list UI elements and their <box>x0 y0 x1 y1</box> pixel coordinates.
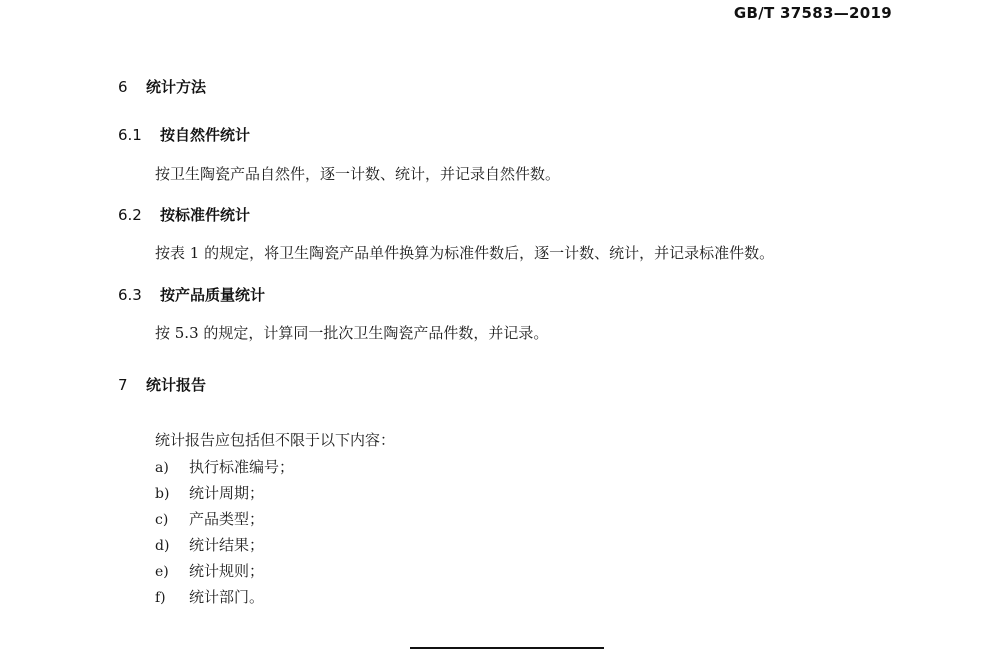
list-item-text: 统计规则； <box>189 562 265 580</box>
subsection-6-3-body: 按 5.3 的规定，计算同一批次卫生陶瓷产品件数，并记录。 <box>155 324 549 342</box>
list-item <box>155 456 294 477</box>
subsection-6-1-body: 按卫生陶瓷产品自然件，逐一计数、统计，并记录自然件数。 <box>155 165 561 183</box>
list-marker: f) <box>155 590 166 606</box>
list-item-text: 统计部门。 <box>189 588 265 606</box>
subsection-6-1-heading <box>118 124 250 145</box>
list-item <box>155 482 264 503</box>
list-marker: c) <box>155 512 169 528</box>
section-7-heading <box>118 374 206 395</box>
section-number: 7 <box>118 376 128 394</box>
subsection-title: 按自然件统计 <box>160 126 251 144</box>
list-item <box>155 508 264 529</box>
section-6-heading <box>118 76 206 97</box>
subsection-title: 按产品质量统计 <box>160 286 266 304</box>
end-of-document-rule <box>410 647 604 649</box>
list-marker: d) <box>155 538 170 554</box>
list-marker: a) <box>155 460 169 476</box>
standard-code: GB/T 37583—2019 <box>733 4 892 22</box>
section-7-intro: 统计报告应包括但不限于以下内容： <box>155 431 396 449</box>
subsection-6-2-body: 按表 1 的规定，将卫生陶瓷产品单件换算为标准件数后，逐一计数、统计，并记录标准件数。 <box>155 244 775 262</box>
list-marker: e) <box>155 564 169 580</box>
subsection-title: 按标准件统计 <box>160 206 251 224</box>
list-item-text: 统计周期； <box>189 484 265 502</box>
subsection-6-3-heading <box>118 284 265 305</box>
subsection-number: 6.2 <box>118 206 142 224</box>
list-marker: b) <box>155 486 170 502</box>
section-title: 统计报告 <box>146 376 207 394</box>
section-number: 6 <box>118 78 128 96</box>
list-item <box>155 586 264 607</box>
section-title: 统计方法 <box>146 78 207 96</box>
subsection-6-2-heading <box>118 204 250 225</box>
list-item <box>155 560 264 581</box>
list-item-text: 统计结果； <box>189 536 265 554</box>
list-item-text: 产品类型； <box>189 510 265 528</box>
list-item <box>155 534 264 555</box>
subsection-number: 6.3 <box>118 286 142 304</box>
list-item-text: 执行标准编号； <box>189 458 295 476</box>
subsection-number: 6.1 <box>118 126 142 144</box>
